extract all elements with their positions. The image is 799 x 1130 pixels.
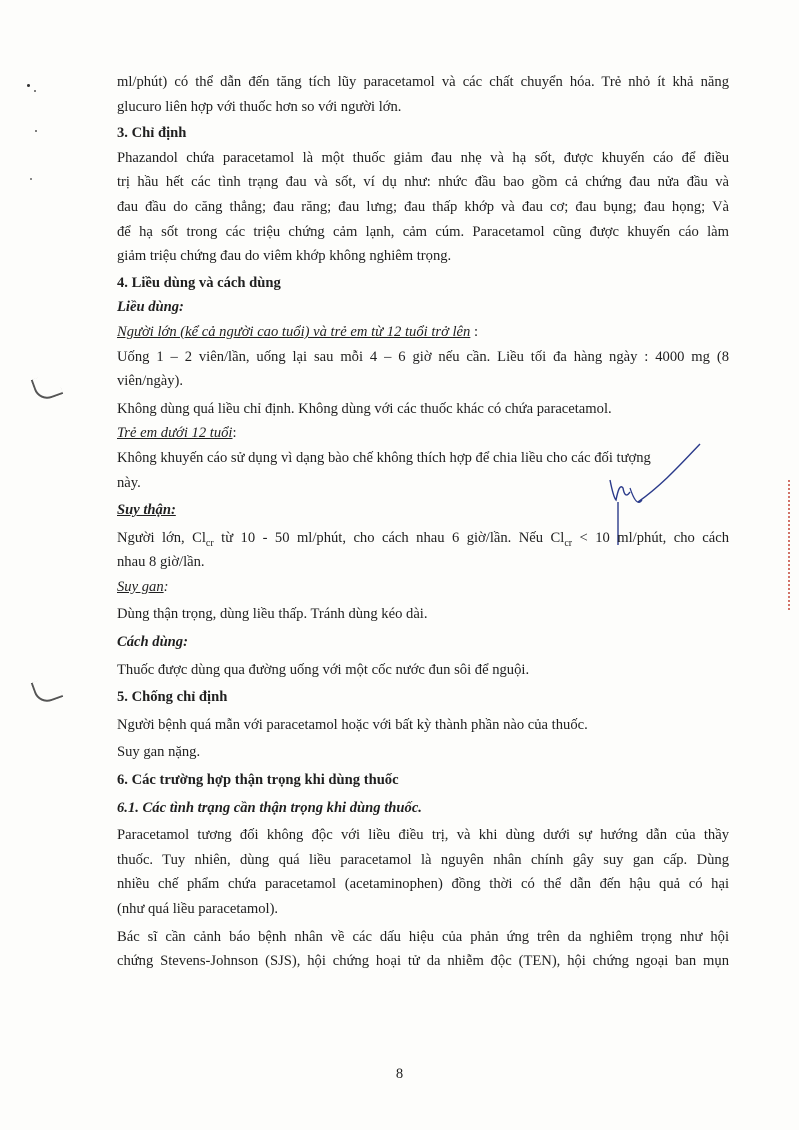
text-span: từ 10 - 50 ml/phút, cho cách nhau 6 giờ/lần. Nếu Cl [213, 529, 565, 546]
text-span: Người lớn, Cl [117, 529, 206, 546]
text-line: trị hầu hết các tình trạng đau và sốt, ví dụ như: nhức đầu bao gồm cả chứng đau nửa đầu và [117, 174, 729, 191]
text-line: giảm triệu chứng đau do viêm khớp không nghiêm trọng. [117, 248, 452, 265]
liver-colon: : [163, 578, 169, 595]
text-line: Người bệnh quá mẫn với paracetamol hoặc với bất kỳ thành phần nào của thuốc. [117, 716, 588, 733]
scan-speck [30, 178, 32, 180]
binder-hole-mark [31, 371, 64, 402]
page-number: 8 [395, 1066, 404, 1082]
text-line: Không dùng quá liều chỉ định. Không dùng với các thuốc khác có chứa paracetamol. [117, 400, 612, 417]
adult-colon: : [470, 323, 479, 340]
section-heading-dosage: 4. Liều dùng và cách dùng [117, 274, 281, 291]
subheading-dosage: Liều dùng: [117, 299, 184, 316]
child-heading: Trẻ em dưới 12 tuổi [117, 425, 233, 442]
text-line: glucuro liên hợp với thuốc hơn so với người lớn. [117, 98, 402, 115]
child-colon: : [232, 425, 237, 442]
text-line: viên/ngày). [117, 373, 184, 390]
text-line: Thuốc được dùng qua đường uống với một cốc nước đun sôi để nguội. [117, 661, 530, 678]
binder-hole-mark [31, 674, 64, 705]
text-line: Phazandol chứa paracetamol là một thuốc giảm đau nhẹ và hạ sốt, được khuyến cáo để điều [117, 149, 729, 166]
scan-speck [27, 84, 30, 87]
document-body [117, 70, 729, 974]
red-stamp-edge [788, 480, 794, 610]
text-line: Paracetamol tương đối không độc với liều điều trị, và khi dùng dưới sự hướng dẫn của thầy [117, 827, 729, 844]
text-line: này. [117, 474, 141, 491]
text-line: chứng Stevens-Johnson (SJS), hội chứng hoại tử da nhiễm độc (TEN), hội chứng ngoại ban mụn [117, 953, 729, 970]
subscript: cr [205, 537, 214, 549]
text-line: thuốc. Tuy nhiên, dùng quá liều paracetamol là nguyên nhân chính gây suy gan cấp. Dùng [117, 851, 729, 868]
subheading-precautions: 6.1. Các tình trạng cần thận trọng khi dùng thuốc. [117, 799, 422, 816]
text-line: (như quá liều paracetamol). [117, 901, 279, 917]
adult-heading-line [117, 320, 729, 345]
text-line: Uống 1 – 2 viên/lần, uống lại sau mỗi 4 – 6 giờ nếu cần. Liều tối đa hàng ngày : 4000 mg (8 [117, 348, 729, 365]
text-line: Suy gan nặng. [117, 744, 201, 761]
text-line: ml/phút) có thể dẫn đến tăng tích lũy paracetamol và các chất chuyển hóa. Trẻ nhỏ ít khả năng [117, 74, 729, 90]
text-line: đau đầu do căng thẳng; đau răng; đau lưng; đau thấp khớp và đau cơ; đau bụng; đau họng; Và [117, 198, 729, 215]
text-line: để hạ sốt trong các triệu chứng cảm lạnh, cảm cúm. Paracetamol cũng được khuyến cáo làm [117, 223, 729, 240]
scan-speck [34, 90, 36, 92]
kidney-heading: Suy thận: [117, 502, 176, 519]
text-line: nhiều chế phẩm chứa paracetamol (acetaminophen) đồng thời có thể dẫn đến hậu quả có hại [117, 876, 729, 893]
text-span: < 10 ml/phút, cho cách [572, 529, 730, 546]
subscript: cr [564, 537, 573, 549]
adult-heading: Người lớn (kể cả người cao tuổi) và trẻ em từ 12 tuổi trở lên [117, 323, 471, 340]
child-heading-line [117, 421, 729, 446]
text-line: Bác sĩ cần cảnh báo bệnh nhân về các dấu hiệu của phản ứng trên da nghiêm trọng như hội [117, 928, 729, 945]
section-heading-contraindications: 5. Chống chỉ định [117, 689, 228, 706]
subheading-usage: Cách dùng: [117, 634, 188, 651]
text-line [117, 526, 729, 551]
section-heading-indications: 3. Chỉ định [117, 125, 187, 142]
section-heading-precautions: 6. Các trường hợp thận trọng khi dùng thuốc [117, 772, 399, 789]
text-line: Không khuyến cáo sử dụng vì dạng bào chế không thích hợp để chia liều cho các đối tượng [117, 449, 651, 466]
text-line: Dùng thận trọng, dùng liều thấp. Tránh dùng kéo dài. [117, 606, 428, 623]
liver-heading-line [117, 575, 729, 600]
liver-heading: Suy gan [117, 578, 164, 595]
text-line: nhau 8 giờ/lần. [117, 554, 205, 571]
scan-speck [35, 130, 37, 132]
